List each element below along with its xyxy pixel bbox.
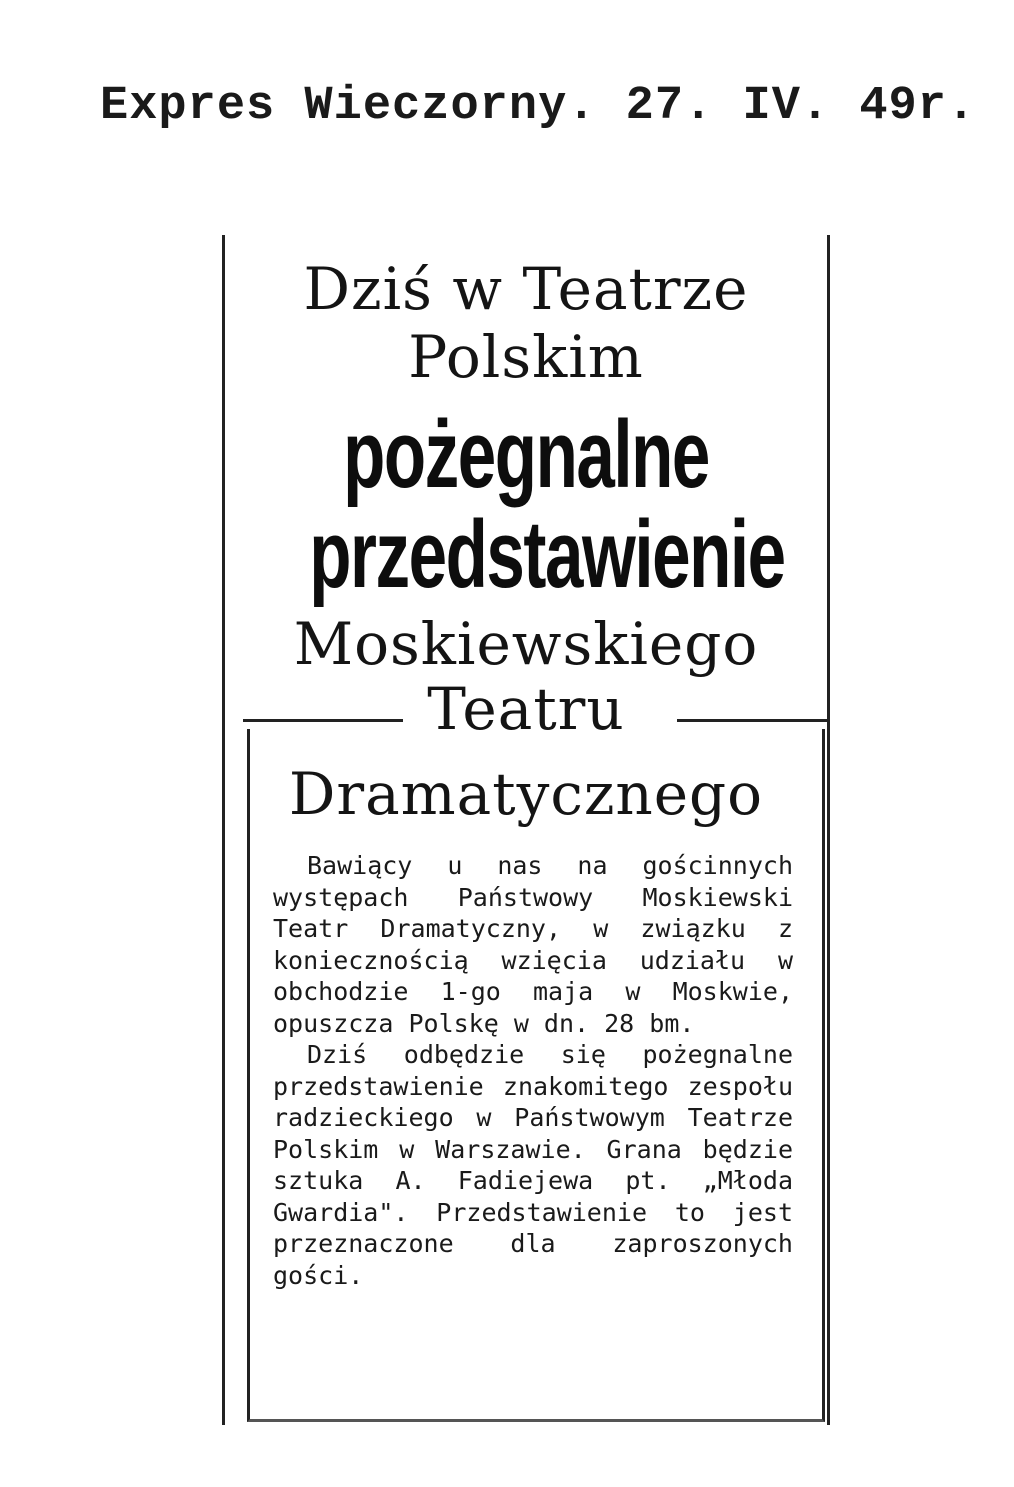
article-body [273, 850, 793, 1291]
headline-bold-line-2: przedstawienie [309, 501, 785, 608]
divider-rule-right [677, 719, 827, 722]
headline-line-2: Polskim [408, 323, 644, 391]
article-paragraph-1: Bawiący u nas na gościnnych występach Państwowy Moskiewski Teatr Dramatyczny, w związku z koniecznością wzięcia udziału w obchodzie 1-go maja w Moskwie, opuszcza Polskę w dn. 28 bm. [273, 851, 793, 1038]
article-paragraph-2: Dziś odbędzie się pożegnalne przedstawienie znakomitego zespołu radzieckiego w Państwowym Teatrze Polskim w Warszawie. Grana będzie sztuka A. Fadiejewa pt. „Młoda Gwardia". Przedstawienie to jest przeznaczone dla zaproszonych gości. [273, 1040, 793, 1290]
headline-line-1: Dziś w Teatrze [303, 255, 749, 323]
headline-line-7: Dramatycznego [288, 760, 764, 828]
typed-date-header: Expres Wieczorny. 27. IV. 49r. [100, 80, 977, 133]
headline-bold-line-1: pożegnalne [343, 401, 709, 508]
headline-line-5: Moskiewskiego [293, 610, 759, 678]
headline-line-6: Teatru [427, 675, 625, 743]
newspaper-clipping [222, 235, 830, 1425]
